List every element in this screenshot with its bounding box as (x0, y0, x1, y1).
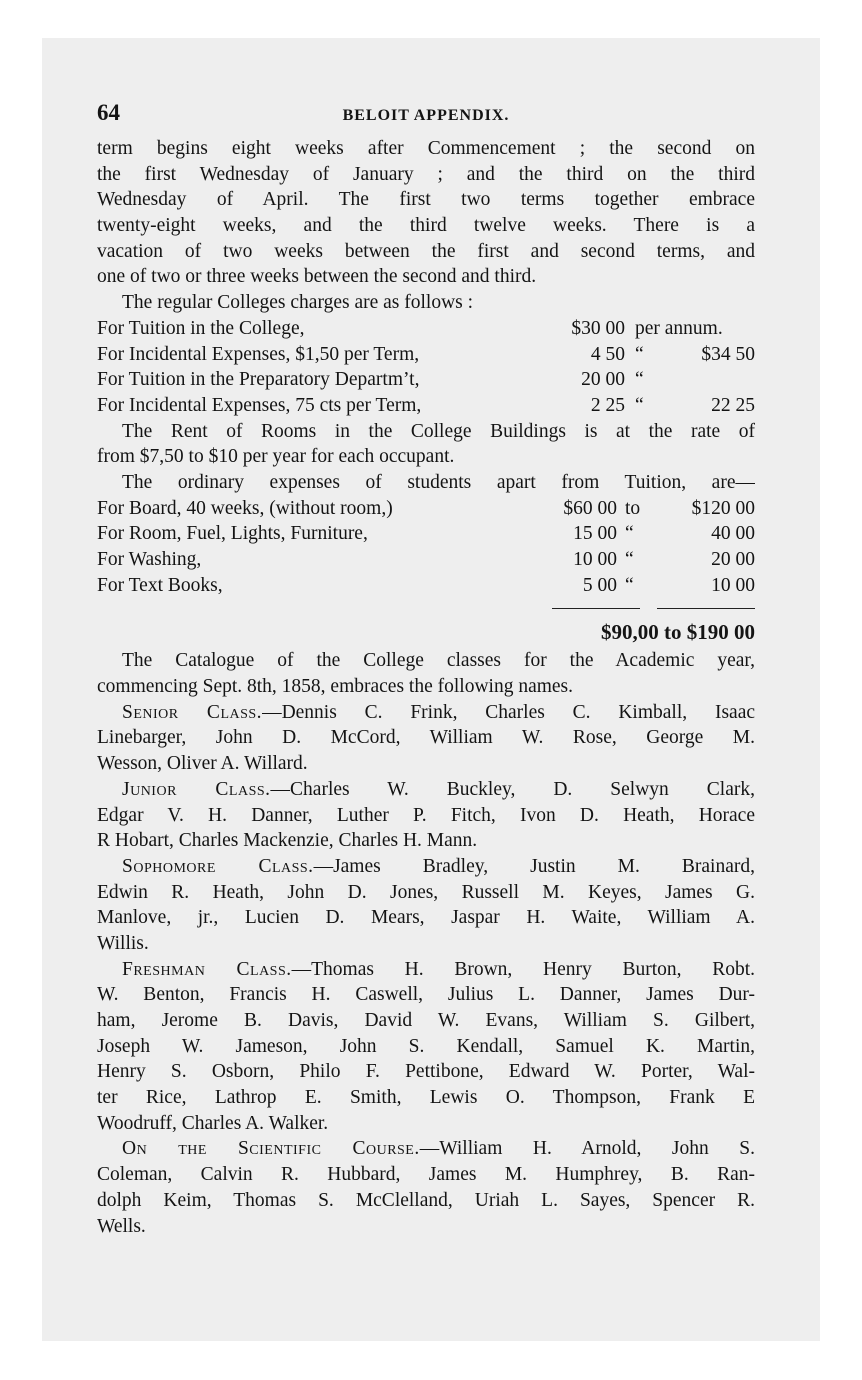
charge-separator: per annum. (635, 317, 723, 339)
class-heading: Freshman Class. (122, 958, 292, 980)
text-line: Woodruff, Charles A. Walker. (97, 1112, 329, 1134)
text-line (97, 700, 755, 726)
senior-class-paragraph (97, 700, 755, 777)
text-line: the first Wednesday of January ; and the third on the third (97, 163, 755, 185)
charge-amount: 4 50 (590, 343, 625, 365)
charges-table (97, 316, 755, 419)
charge-separator: “ (635, 343, 644, 365)
text-line: Linebarger, John D. McCord, William W. Rose, George M. (97, 727, 755, 749)
freshman-class-paragraph (97, 957, 755, 1137)
text-line: Wesson, Oliver A. Willard. (97, 753, 308, 775)
text-line: Edgar V. H. Danner, Luther P. Fitch, Ivon D. Heath, Horace (97, 804, 755, 826)
charge-row (97, 367, 755, 393)
charge-row (97, 342, 755, 368)
text-line (97, 854, 755, 880)
class-names: —Thomas H. Brown, Henry Burton, Robt. (291, 958, 755, 980)
charge-row (97, 393, 755, 419)
class-heading: Junior Class. (122, 778, 271, 800)
sophomore-class-paragraph (97, 854, 755, 957)
expenses-total: $90,00 to $190 00 (601, 620, 755, 645)
class-names: —Charles W. Buckley, D. Selwyn Clark, (270, 778, 755, 800)
text-line: commencing Sept. 8th, 1858, embraces the following names. (97, 676, 574, 698)
running-head: BELOIT APPENDIX. (342, 107, 510, 124)
expense-high: 40 00 (711, 523, 755, 545)
text-line (97, 957, 755, 983)
page-header (97, 100, 755, 134)
expense-low: 10 00 (573, 549, 617, 570)
text-line (97, 1136, 755, 1162)
charge-separator: “ (635, 394, 644, 416)
text-line: from $7,50 to $10 per year for each occupant. (97, 446, 455, 468)
text-line: R Hobart, Charles Mackenzie, Charles H. Mann. (97, 830, 478, 852)
page-number: 64 (97, 100, 120, 125)
charge-label: For Incidental Expenses, $1,50 per Term, (97, 343, 420, 365)
charge-label: For Tuition in the Preparatory Departm’t, (97, 369, 420, 391)
charge-total: 22 25 (711, 394, 755, 416)
text-line: W. Benton, Francis H. Caswell, Julius L. Danner, James Dur- (97, 984, 755, 1006)
expense-high: 10 00 (711, 574, 755, 596)
charge-amount: 2 25 (590, 394, 625, 416)
expense-separator: “ (625, 523, 634, 545)
text-line: Joseph W. Jameson, John S. Kendall, Samuel K. Martin, (97, 1035, 755, 1057)
expense-separator: “ (625, 574, 634, 596)
class-names: —Dennis C. Frink, Charles C. Kimball, Isaac (262, 701, 755, 723)
text-line: The Rent of Rooms in the College Buildings is at the rate of (122, 420, 755, 442)
text-line: Edwin R. Heath, John D. Jones, Russell M. Keyes, James G. (97, 881, 755, 903)
charge-amount: 20 00 (581, 369, 625, 391)
text-line: Wells. (97, 1215, 146, 1237)
expense-label: For Board, 40 weeks, (without room,) (97, 497, 393, 519)
charge-label: For Tuition in the College, (97, 317, 305, 339)
expenses-table (97, 496, 755, 649)
charges-heading: The regular Colleges charges are as follows : (122, 292, 474, 314)
intro-paragraph (97, 136, 755, 290)
expense-low: $60 00 (563, 497, 617, 519)
expense-separator: to (625, 497, 641, 519)
charge-separator: “ (635, 369, 644, 391)
catalogue-paragraph (97, 648, 755, 699)
expense-row (97, 521, 755, 547)
charge-amount: $30 00 (571, 317, 625, 339)
sum-rule-high (657, 608, 755, 609)
text-line (97, 777, 755, 803)
expense-separator: “ (625, 549, 634, 570)
class-heading: On the Scientific Course. (122, 1138, 420, 1160)
text-line: twenty-eight weeks, and the third twelve weeks. There is a (97, 215, 755, 237)
class-names: —William H. Arnold, John S. (419, 1138, 755, 1160)
expense-label: For Washing, (97, 549, 202, 570)
text-line: ham, Jerome B. Davis, David W. Evans, William S. Gilbert, (97, 1010, 755, 1031)
text-line: Manlove, jr., Lucien D. Mears, Jaspar H. Waite, William A. (97, 907, 755, 929)
rent-paragraph (97, 419, 755, 470)
class-heading: Senior Class. (122, 701, 263, 723)
expense-high: 20 00 (711, 549, 755, 570)
text-line: Henry S. Osborn, Philo F. Pettibone, Edward W. Porter, Wal- (97, 1061, 755, 1083)
expense-label: For Room, Fuel, Lights, Furniture, (97, 523, 368, 545)
expenses-heading: The ordinary expenses of students apart from Tuition, are— (122, 471, 755, 493)
text-line: vacation of two weeks between the first and second terms, and (97, 240, 755, 262)
junior-class-paragraph (97, 777, 755, 854)
expense-row (97, 547, 755, 573)
text-line: term begins eight weeks after Commencement ; the second on (97, 138, 755, 159)
text-line: dolph Keim, Thomas S. McClelland, Uriah L. Sayes, Spencer R. (97, 1189, 755, 1211)
text-line: one of two or three weeks between the second and third. (97, 266, 537, 288)
page-body (97, 100, 755, 1239)
expense-high: $120 00 (691, 497, 755, 519)
class-heading: Sophomore Class. (122, 855, 314, 877)
expense-low: 5 00 (582, 574, 617, 596)
sum-rule-low (552, 608, 640, 609)
text-line: The Catalogue of the College classes for the Academic year, (122, 650, 755, 672)
charge-total: $34 50 (701, 343, 755, 365)
charge-row (97, 316, 755, 342)
expense-row (97, 573, 755, 599)
expenses-total-row (97, 618, 755, 648)
class-names: —James Bradley, Justin M. Brainard, (313, 855, 755, 877)
scientific-course-paragraph (97, 1136, 755, 1239)
text-line: Coleman, Calvin R. Hubbard, James M. Humphrey, B. Ran- (97, 1164, 755, 1186)
text-line: Willis. (97, 932, 149, 954)
text-line: ter Rice, Lathrop E. Smith, Lewis O. Thompson, Frank E (97, 1087, 755, 1109)
expense-row (97, 496, 755, 522)
expense-low: 15 00 (573, 523, 617, 545)
sum-rule (97, 598, 755, 618)
text-line: Wednesday of April. The first two terms together embrace (97, 189, 755, 211)
charge-label: For Incidental Expenses, 75 cts per Term, (97, 394, 422, 416)
expense-label: For Text Books, (97, 574, 223, 596)
